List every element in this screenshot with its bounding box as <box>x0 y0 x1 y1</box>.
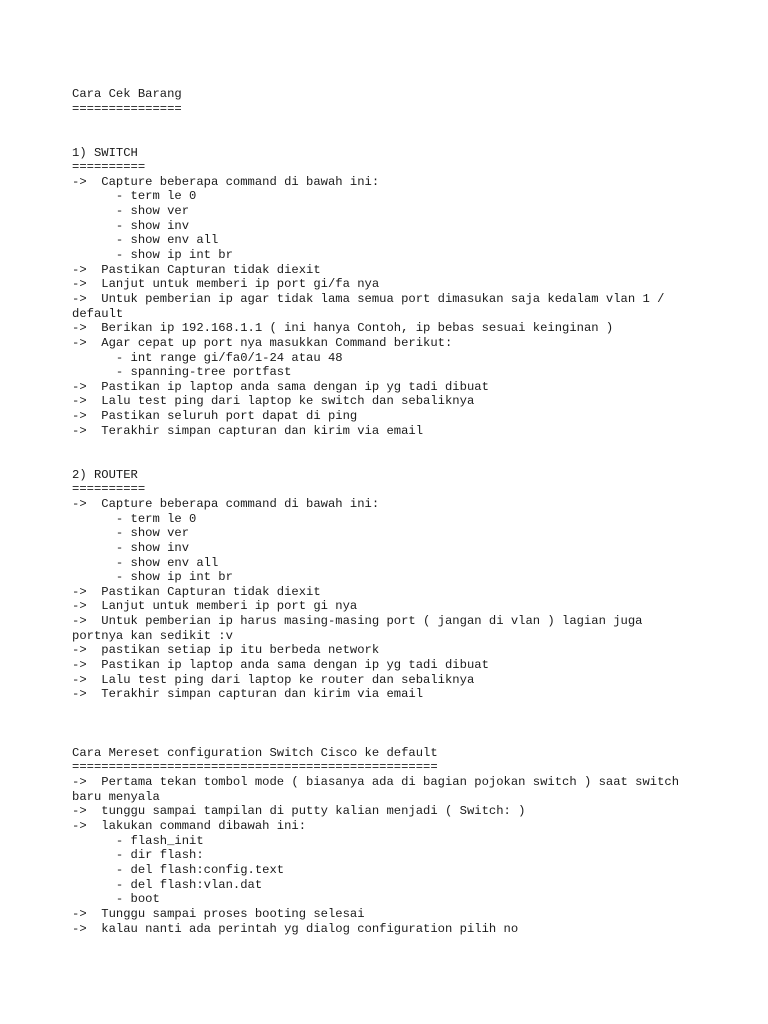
document-line: - show inv <box>72 540 190 555</box>
document-line: - dir flash: <box>72 848 204 863</box>
document-line: ========== <box>72 482 146 497</box>
document-line: -> Lalu test ping dari laptop ke router dan sebaliknya <box>72 672 475 687</box>
document-line: -> Untuk pemberian ip agar tidak lama semua port dimasukan saja kedalam vlan 1 / <box>72 291 665 306</box>
document-line: - show inv <box>72 218 190 233</box>
document-line: - show env all <box>72 555 219 570</box>
document-line: -> Untuk pemberian ip harus masing-masing port ( jangan di vlan ) lagian juga <box>72 614 643 629</box>
document-line: -> Lanjut untuk memberi ip port gi nya <box>72 599 358 614</box>
document-line <box>72 116 752 131</box>
document-line: -> Capture beberapa command di bawah ini: <box>72 496 380 511</box>
document-line: -> Lalu test ping dari laptop ke switch dan sebaliknya <box>72 394 475 409</box>
document-page <box>72 87 752 936</box>
document-line: - boot <box>72 892 160 907</box>
document-line: -> Pastikan seluruh port dapat di ping <box>72 409 358 424</box>
document-line: - flash_init <box>72 833 204 848</box>
document-line: - del flash:config.text <box>72 862 285 877</box>
document-line <box>72 438 752 453</box>
document-line: - show ip int br <box>72 570 233 585</box>
document-line: - int range gi/fa0/1-24 atau 48 <box>72 350 343 365</box>
document-line: -> kalau nanti ada perintah yg dialog configuration pilih no <box>72 921 519 936</box>
document-line <box>72 453 752 468</box>
document-line <box>72 702 752 717</box>
document-line: - term le 0 <box>72 189 197 204</box>
document-line: portnya kan sedikit :v <box>72 628 233 643</box>
document-line <box>72 717 752 732</box>
document-line: - del flash:vlan.dat <box>72 877 263 892</box>
document-line <box>72 131 752 146</box>
document-line: -> Pastikan Capturan tidak diexit <box>72 584 321 599</box>
document-line: - show ver <box>72 526 190 541</box>
document-line: ========== <box>72 160 146 175</box>
document-line: -> Pastikan Capturan tidak diexit <box>72 262 321 277</box>
document-line: -> Tunggu sampai proses booting selesai <box>72 906 365 921</box>
document-line: -> Agar cepat up port nya masukkan Command berikut: <box>72 335 453 350</box>
document-line: - show ver <box>72 204 190 219</box>
document-line: -> Berikan ip 192.168.1.1 ( ini hanya Contoh, ip bebas sesuai keinginan ) <box>72 321 614 336</box>
document-line: =============== <box>72 101 182 116</box>
document-line: -> Terakhir simpan capturan dan kirim via email <box>72 687 424 702</box>
document-line: baru menyala <box>72 789 160 804</box>
document-line: ================================================== <box>72 760 438 775</box>
document-line: -> Pastikan ip laptop anda sama dengan ip yg tadi dibuat <box>72 379 489 394</box>
document-line: -> Pastikan ip laptop anda sama dengan ip yg tadi dibuat <box>72 657 489 672</box>
document-line: - show env all <box>72 233 219 248</box>
document-line: - show ip int br <box>72 248 233 263</box>
document-line: Cara Cek Barang <box>72 87 182 101</box>
document-line: default <box>72 306 124 321</box>
document-line: -> lakukan command dibawah ini: <box>72 819 307 834</box>
document-line: 2) ROUTER <box>72 467 138 482</box>
document-line: -> Capture beberapa command di bawah ini: <box>72 174 380 189</box>
document-line: -> Pertama tekan tombol mode ( biasanya ada di bagian pojokan switch ) saat switch <box>72 775 680 790</box>
document-line: -> Terakhir simpan capturan dan kirim via email <box>72 423 424 438</box>
document-line: - spanning-tree portfast <box>72 365 292 380</box>
document-line: Cara Mereset configuration Switch Cisco ke default <box>72 745 438 760</box>
document-line: - term le 0 <box>72 511 197 526</box>
document-line: -> tunggu sampai tampilan di putty kalian menjadi ( Switch: ) <box>72 804 526 819</box>
document-line: -> pastikan setiap ip itu berbeda network <box>72 643 380 658</box>
document-line: 1) SWITCH <box>72 145 138 160</box>
document-line: -> Lanjut untuk memberi ip port gi/fa nya <box>72 277 380 292</box>
document-line <box>72 731 752 746</box>
